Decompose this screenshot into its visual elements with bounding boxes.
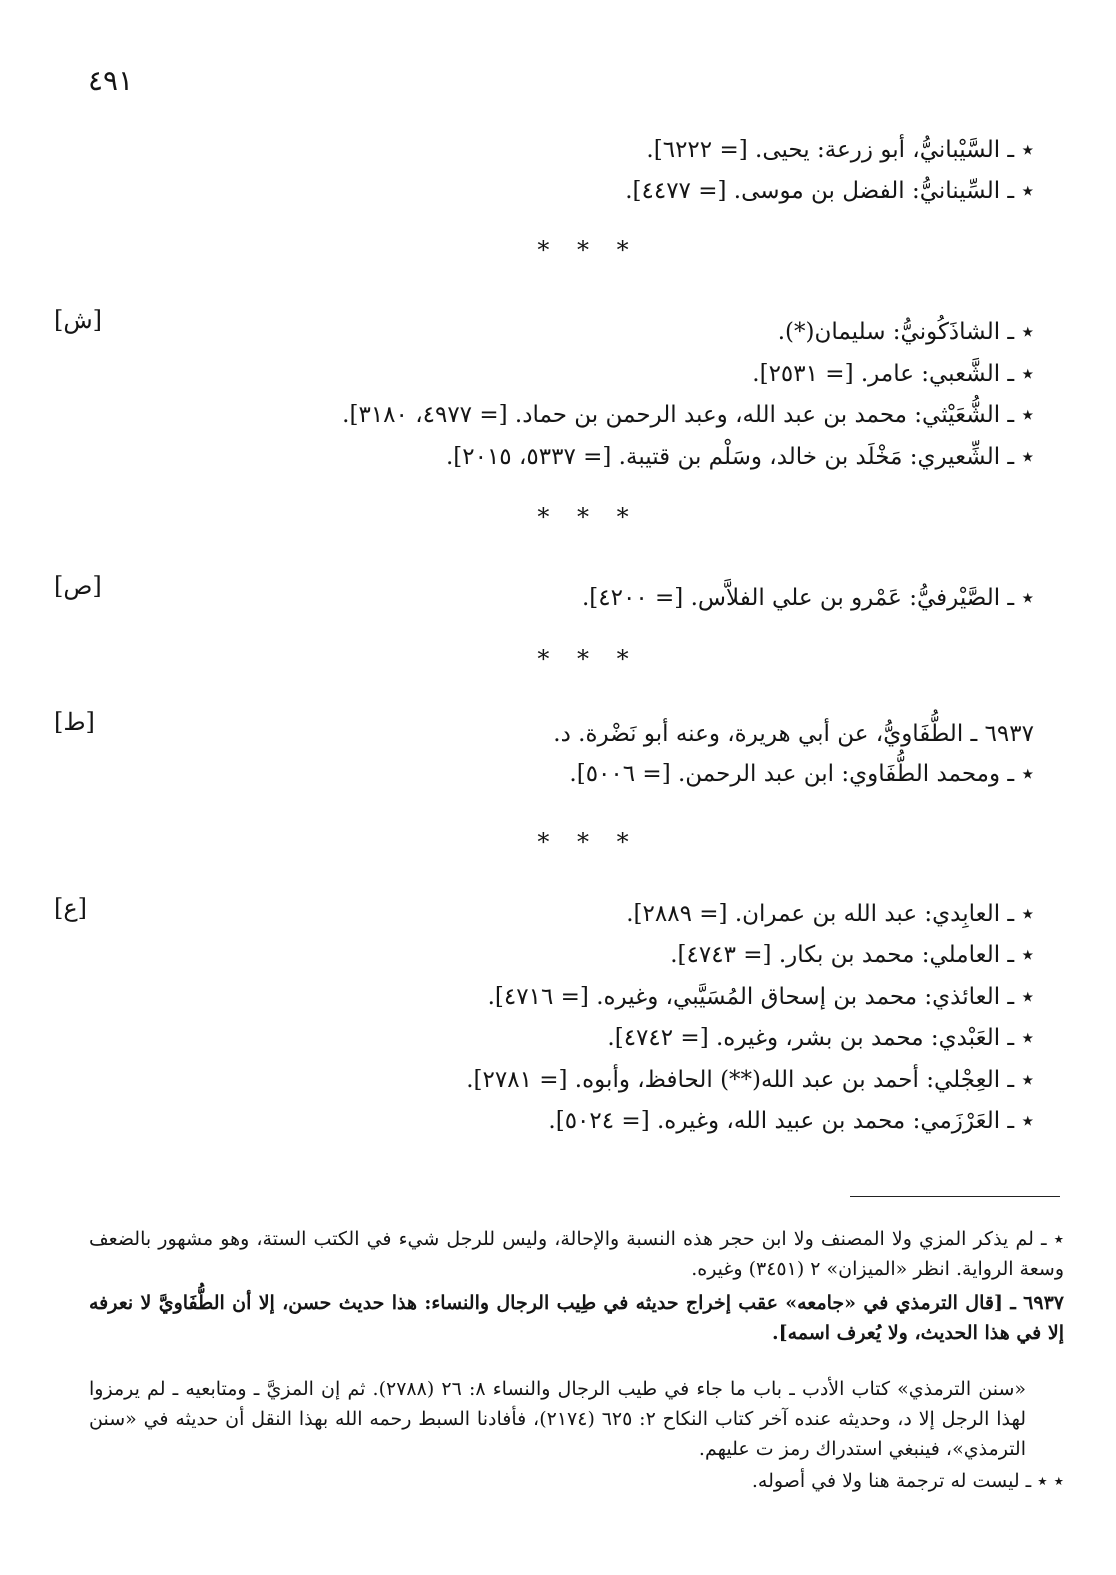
entry-aidhi: ٭ ـ العائذي: محمد بن إسحاق المُسَيَّبي، وغيره. [= ٤٧١٦]. <box>487 984 1034 1010</box>
entry-shiiri: ٭ ـ الشِّعيري: مَخْلَد بن خالد، وسَلْم بن قتيبة. [= ٥٣٣٧، ٢٠١٥]. <box>445 444 1034 470</box>
entry-ijli: ٭ ـ العِجْلي: أحمد بن عبد الله(**) الحافظ، وأبوه. [= ٢٧٨١]. <box>466 1067 1034 1093</box>
entry-abidi: ٭ ـ العابِدي: عبد الله بن عمران. [= ٢٨٨٩]. <box>626 901 1034 927</box>
footnote-star: ٭ ـ لم يذكر المزي ولا المصنف ولا ابن حجر هذه النسبة والإحالة، وليس للرجل شيء في الكتب الستة، وهو مشهور بالضعف وسعة الرواية. انظر «الميزان» ٢ (٣٤٥١) وغيره. <box>89 1228 1064 1280</box>
entry-6937-tufawi: ٦٩٣٧ ـ الطُّفَاويُّ، عن أبي هريرة، وعنه أبو نَضْرة. د. <box>553 721 1034 747</box>
section-marker-sad: [ص] <box>54 572 102 600</box>
entry-muhammad-tufawi: ٭ ـ ومحمد الطُّفَاوي: ابن عبد الرحمن. [= ٥٠٠٦]. <box>569 761 1034 787</box>
entry-abdi: ٭ ـ العَبْدي: محمد بن بشر، وغيره. [= ٤٧٤٢]. <box>607 1025 1034 1051</box>
section-marker-ta: [ط] <box>54 708 95 736</box>
footnote-separator-rule <box>850 1196 1060 1197</box>
entry-saybani: ٭ ـ السَّيْبانيُّ، أبو زرعة: يحيى. [= ٦٢٢٢]. <box>646 137 1034 163</box>
entry-shabi: ٭ ـ الشَّعبي: عامر. [= ٢٥٣١]. <box>752 361 1034 387</box>
entry-sinani: ٭ ـ السِّينانيُّ: الفضل بن موسى. [= ٤٤٧٧]. <box>625 178 1034 204</box>
section-marker-ayn: [ع] <box>54 894 88 922</box>
entry-amili: ٭ ـ العاملي: محمد بن بكار. [= ٤٧٤٣]. <box>670 942 1034 968</box>
entry-arzami: ٭ ـ العَرْزَمي: محمد بن عبيد الله، وغيره. [= ٥٠٢٤]. <box>548 1108 1034 1134</box>
footnote-6937-quote: ٦٩٣٧ ـ [قال الترمذي في «جامعه» عقب إخراج حديثه في طِيب الرجال والنساء: هذا حديث حسن، إلا أن الطُّفَاويَّ لا نعرفه إلا في هذا الحديث، ولا يُعرف اسمه]. <box>89 1292 1064 1344</box>
separator-4: * * * <box>537 828 639 856</box>
footnote-double-star: ٭ ٭ ـ ليست له ترجمة هنا ولا في أصوله. <box>751 1470 1064 1492</box>
page-number: ٤٩١ <box>88 64 134 97</box>
separator-2: * * * <box>537 503 639 531</box>
separator-3: * * * <box>537 645 639 673</box>
separator-1: * * * <box>537 236 639 264</box>
entry-sayrafi: ٭ ـ الصَّيْرفيُّ: عَمْرو بن علي الفلاَّس. [= ٤٢٠٠]. <box>582 585 1034 611</box>
footnote-6937-commentary: «سنن الترمذي» كتاب الأدب ـ باب ما جاء في طيب الرجال والنساء ٨: ٢٦ (٢٧٨٨). ثم إن المزيَّ ـ ومتابعيه ـ لم يرمزوا لهذا الرجل إلا د، وحديثه عنده آخر كتاب النكاح ٢: ٦٢٥ (٢١٧٤)، فأفادنا السبط رحمه الله بهذا النقل أن حديثه في «سنن الترمذي»، فينبغي استدراك رمز ت عليهم. <box>89 1378 1026 1460</box>
section-marker-shin: [ش] <box>54 306 103 334</box>
entry-shadhakuni: ٭ ـ الشاذَكُونيُّ: سليمان(*). <box>777 319 1034 345</box>
entry-shuaythi: ٭ ـ الشُّعَيْثي: محمد بن عبد الله، وعبد الرحمن بن حماد. [= ٤٩٧٧، ٣١٨٠]. <box>342 402 1034 428</box>
